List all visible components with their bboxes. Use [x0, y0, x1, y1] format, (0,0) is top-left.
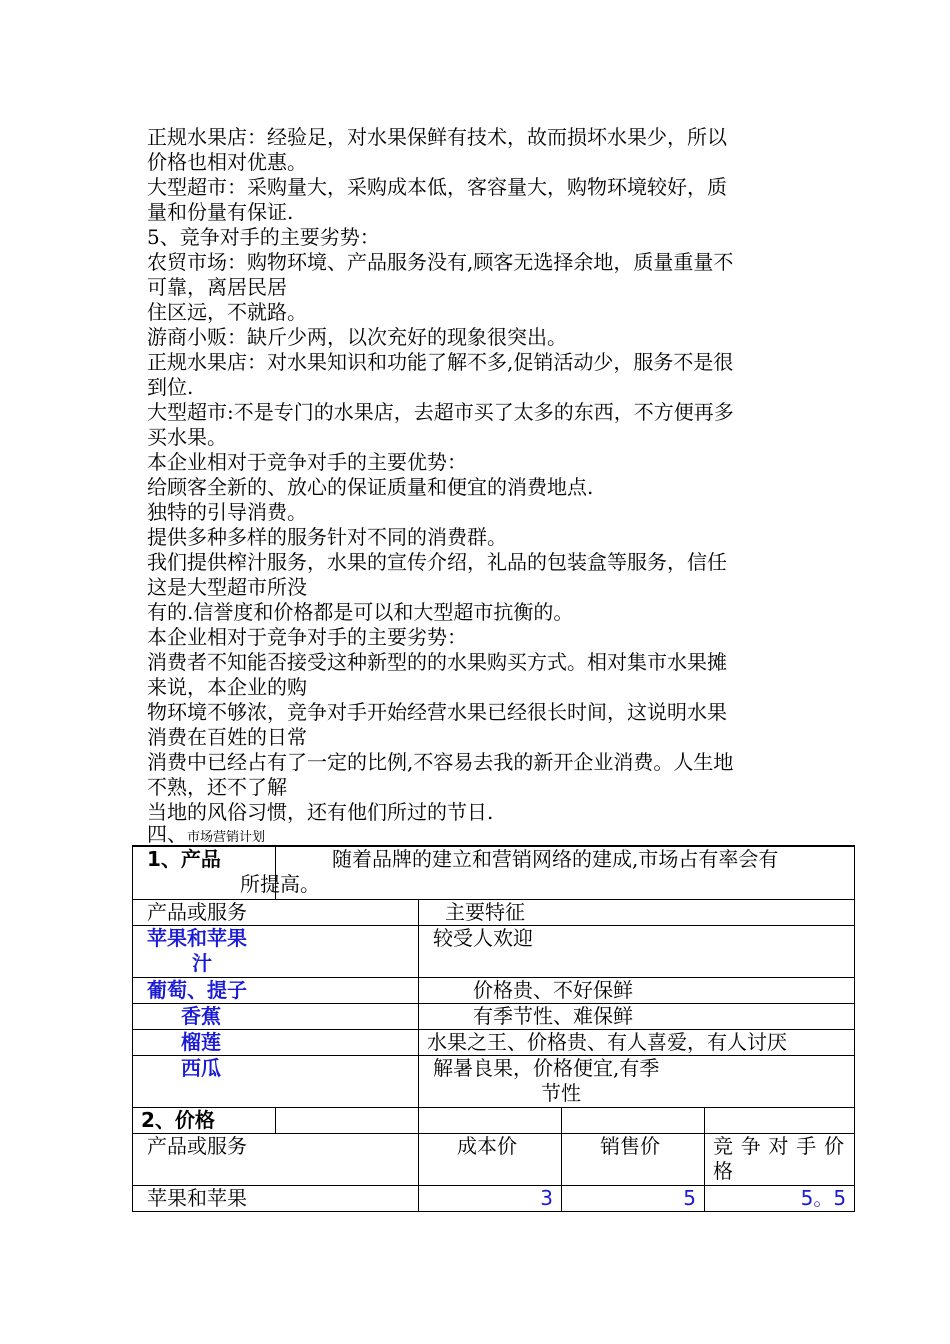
table-row	[133, 1029, 855, 1055]
product-label: 1、产品	[133, 846, 276, 899]
col-header-sale: 销售价	[562, 1133, 705, 1185]
price-label: 2、价格	[133, 1107, 276, 1133]
paragraph-line: 价格也相对优惠。	[147, 150, 307, 174]
empty-cell	[276, 1107, 419, 1133]
product-feature: 较受人欢迎	[419, 925, 855, 977]
paragraph-line: 大型超市：采购量大，采购成本低，客容量大，购物环境较好，质	[147, 175, 727, 199]
col-header-product: 产品或服务	[133, 1133, 419, 1185]
table-row	[133, 1003, 855, 1029]
paragraph-line: 来说，本企业的购	[147, 675, 307, 699]
paragraph-line: 消费在百姓的日常	[147, 725, 307, 749]
table-row	[133, 1055, 855, 1107]
paragraph-line: 买水果。	[147, 425, 227, 449]
subheading: 本企业相对于竞争对手的主要劣势：	[147, 625, 467, 649]
paragraph-line: 当地的风俗习惯，还有他们所过的节日.	[147, 800, 494, 824]
product-intro: 随着品牌的建立和营销网络的建成,市场占有率会有 所提高。	[276, 846, 855, 899]
paragraph-line: 这是大型超市所没	[147, 575, 307, 599]
col-header-cost: 成本价	[419, 1133, 562, 1185]
paragraph-line: 消费者不知能否接受这种新型的的水果购买方式。相对集市水果摊	[147, 650, 727, 674]
paragraph-line: 大型超市:不是专门的水果店，去超市买了太多的东西，不方便再多	[147, 400, 734, 424]
paragraph-line: 物环境不够浓，竞争对手开始经营水果已经很长时间，这说明水果	[147, 700, 727, 724]
empty-cell	[705, 1107, 855, 1133]
subheading: 本企业相对于竞争对手的主要优势：	[147, 450, 467, 474]
competitor-value: 5。5	[705, 1185, 855, 1211]
paragraph-line: 正规水果店：对水果知识和功能了解不多,促销活动少，服务不是很	[147, 350, 734, 374]
section-number: 四、	[147, 822, 187, 846]
price-label-row	[133, 1107, 855, 1133]
col-header-feature: 主要特征	[419, 899, 855, 925]
col-header-product: 产品或服务	[133, 899, 419, 925]
marketing-plan-table	[132, 845, 855, 1212]
paragraph-line: 不熟，还不了解	[147, 775, 287, 799]
table-row	[133, 925, 855, 977]
product-feature: 有季节性、难保鲜	[419, 1003, 855, 1029]
product-name: 西瓜	[133, 1055, 419, 1107]
paragraph-line: 给顾客全新的、放心的保证质量和便宜的消费地点.	[147, 475, 594, 499]
product-feature: 价格贵、不好保鲜	[419, 977, 855, 1003]
product-name: 苹果和苹果 汁	[133, 925, 419, 977]
cost-value: 3	[419, 1185, 562, 1211]
paragraph-line: 游商小贩：缺斤少两，以次充好的现象很突出。	[147, 325, 567, 349]
empty-cell	[562, 1107, 705, 1133]
paragraph-line: 提供多种多样的服务针对不同的消费群。	[147, 525, 507, 549]
paragraph-line: 农贸市场：购物环境、产品服务没有,顾客无选择余地，质量重量不	[147, 250, 734, 274]
product-intro-row	[133, 846, 855, 899]
product-name: 香蕉	[133, 1003, 419, 1029]
paragraph-line: 消费中已经占有了一定的比例,不容易去我的新开企业消费。人生地	[147, 750, 734, 774]
paragraph-line: 量和份量有保证.	[147, 200, 294, 224]
product-feature: 水果之王、价格贵、有人喜爱，有人讨厌	[419, 1029, 855, 1055]
table-row	[133, 1185, 855, 1211]
product-header-row	[133, 899, 855, 925]
table-row	[133, 977, 855, 1003]
subheading: 5、竞争对手的主要劣势：	[147, 225, 380, 249]
paragraph-line: 住区远，不就路。	[147, 300, 307, 324]
paragraph-line: 我们提供榨汁服务，水果的宣传介绍，礼品的包装盒等服务，信任	[147, 550, 727, 574]
price-product-name: 苹果和苹果	[133, 1185, 419, 1211]
paragraph-line: 有的.信誉度和价格都是可以和大型超市抗衡的。	[147, 600, 574, 624]
col-header-competitor: 竞争对手价 格	[705, 1133, 855, 1185]
product-name: 榴莲	[133, 1029, 419, 1055]
product-name: 葡萄、提子	[133, 977, 419, 1003]
section-title: 市场营销计划	[187, 830, 266, 845]
sale-value: 5	[562, 1185, 705, 1211]
paragraph-line: 到位.	[147, 375, 194, 399]
paragraph-line: 正规水果店：经验足，对水果保鲜有技术，故而损坏水果少，所以	[147, 125, 727, 149]
paragraph-line: 独特的引导消费。	[147, 500, 307, 524]
price-header-row	[133, 1133, 855, 1185]
product-feature: 解暑良果，价格便宜,有季 节性	[419, 1055, 855, 1107]
empty-cell	[419, 1107, 562, 1133]
paragraph-line: 可靠，离居民居	[147, 275, 287, 299]
